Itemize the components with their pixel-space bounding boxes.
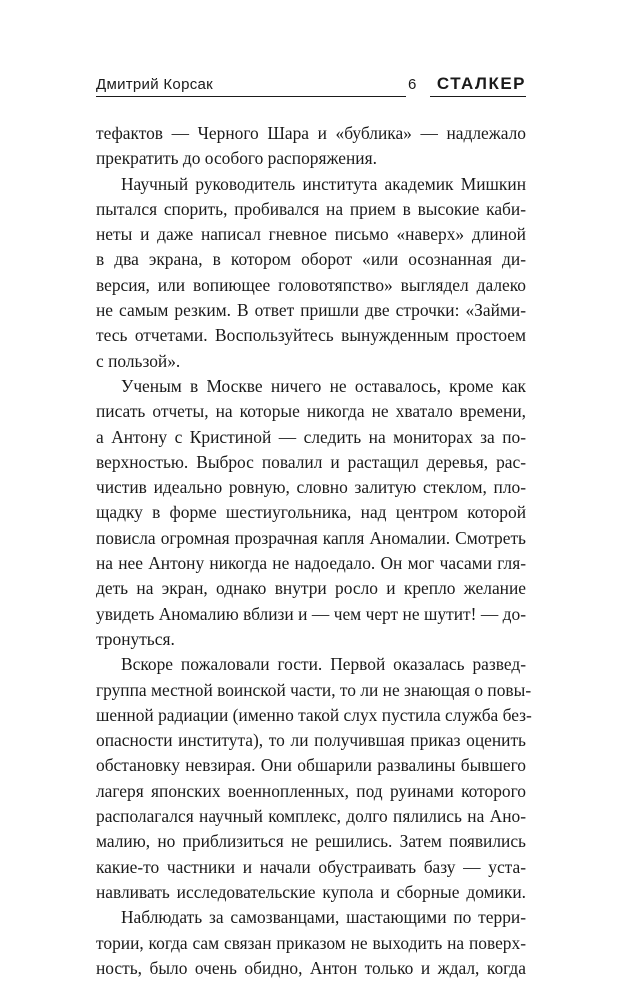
text-line: Ученым в Москве ничего не оставалось, кроме как [121,375,526,396]
text-line: чистив идеально ровную, словно залитую стеклом, пло- [96,477,526,498]
text-line: в два экрана, в котором оборот «или осознанная ди- [96,249,526,270]
text-line: верхностью. Выброс повалил и растащил деревья, рас- [96,451,526,472]
text-line: версия, или вопиющее головотяпство» выглядел далеко [96,274,526,295]
text-line: тефактов — Черного Шара и «бублика» — надлежало [96,123,526,143]
text-line: опасности института), то ли получившая приказ оценить [96,730,526,751]
text-line: навливать исследовательские купола и сборные домики. [96,881,526,902]
text-line: писать отчеты, на которые никогда не хватало времени, [96,401,526,422]
header-author: Дмитрий Корсак [96,76,214,93]
text-line: какие-то частники и начали обустраивать базу — уста- [96,856,526,877]
text-line: не самым резким. В ответ пришли две строчки: «Займи- [96,300,526,321]
header-rule-left [96,96,406,97]
body-text [96,121,532,981]
text-line: ность, было очень обидно, Антон только и ждал, когда [96,957,526,978]
text-line: пытался спорить, пробивался на прием в высокие каби- [96,198,526,219]
text-line: на нее Антону никогда не надоедало. Он мог часами гля- [96,553,526,574]
text-line: увидеть Аномалию вблизи и — чем черт не шутит! — до- [96,603,526,624]
text-line: Наблюдать за самозванцами, шастающими по терри- [121,907,526,928]
text-line: неты и даже написал гневное письмо «наверх» длиной [96,224,526,245]
text-line: а Антону с Кристиной — следить на мониторах за по- [96,426,526,447]
text-line: тесь отчетами. Воспользуйтесь вынужденным простоем [96,325,526,346]
header-rule-right [430,96,526,97]
text-line: тронуться. [96,628,175,649]
text-line: группа местной воинской части, то ли не знающая о повы- [96,679,532,700]
text-line: повисла огромная прозрачная капля Аномалии. Смотреть [96,527,526,548]
text-line: малию, но приблизиться не решились. Затем появились [96,831,526,852]
text-line: обстановку невзирая. Они обшарили развалины бывшего [96,755,526,776]
text-line: Вскоре пожаловали гости. Первой оказалась развед- [121,654,526,675]
text-line: лагеря японских военнопленных, под руинами которого [96,780,526,801]
text-line: тории, когда сам связан приказом не выходить на поверх- [96,932,526,953]
page-number: 6 [408,76,417,93]
text-line: Научный руководитель института академик Мишкин [121,173,526,194]
text-line: шенной радиации (именно такой слух пустила служба без- [96,704,532,725]
text-line: прекратить до особого распоряжения. [96,148,377,169]
text-line: щадку в форме шестиугольника, над центром которой [96,502,526,523]
text-line: деть на экран, однако внутри росло и крепло желание [96,578,526,599]
running-header [96,74,526,98]
series-title: СТАЛКЕР [436,74,526,93]
text-line: с пользой». [96,350,181,371]
text-line: располагался научный комплекс, долго пялились на Ано- [96,806,526,827]
